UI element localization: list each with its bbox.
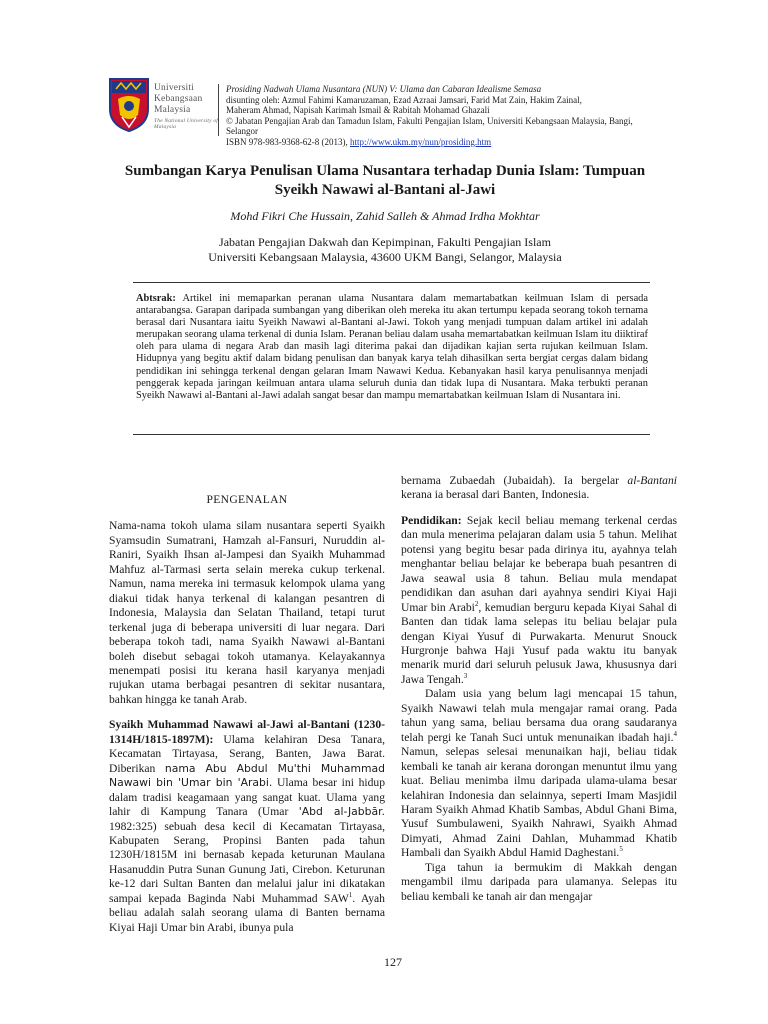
proceedings-link[interactable]: http://www.ukm.my/nun/prosiding.htm [350,136,492,147]
transliterated-name: nama Abu Abdul Mu'thi Muhammad Nawawi bin 'Umar bin 'Arabi. [109,761,385,790]
proceedings-series: Prosiding Nadwah Ulama Nusantara (NUN) V: Ulama dan Cabaran Idealisme Semasa [226,84,542,94]
header-divider [218,84,219,136]
authors: Mohd Fikri Che Hussain, Zahid Salleh & Ahmad Irdha Mokhtar [230,209,540,223]
ukm-crest-icon [108,77,150,133]
isbn-line [226,137,666,148]
footnote-ref[interactable]: 2 [474,599,479,608]
page-number: 127 [384,955,402,969]
abstract-text: Artikel ini memaparkan peranan ulama Nusantara dalam memartabatkan keilmuan Islam di persada antarabangsa. Garapan daripada sumbangan yang diberikan oleh mereka itu akan tertumpu kepada seorang tokoh ternama berasal dari Nusantara iaitu Syeikh Nawawi al-Bantani al-Jawi. Tokoh yang menjadi tumpuan dalam artikel ini adalah merupakan seorang ulama terkenal di dunia Islam. Peranan beliau dalam usaha memartabatkan keilmuan Islam itu diiktiraf oleh para ulama di negara Arab dan masih lagi diterima pakai dan dijadikan kajian serta rujukan keilmuan Islam. Hidupnya yang begitu aktif dalam bidang penulisan dan banyak karya telah dihasilkan serta bergiat cergas dalam bidang pendidikan ini sehingga terkenal dengan gelaran Imam Nawawi Kedua. Kebanyakan hasil karya penulisannya menjadi penggerak kepada jaringan keilmuan antara ulama seluruh dunia dan tidak lupa di Nusantara. Maka terbukti peranan Syeikh Nawawi al-Bantani al-Jawi adalah sangat besar dan mampu memartabatkan keilmuan Islam di Nusantara ini. [136,293,648,401]
biography-lead: Syaikh Muhammad Nawawi al-Jawi al-Bantani (1230-1314H/1815-1897M): [109,718,385,746]
ukm-logo [108,77,218,137]
section-heading: PENGENALAN [206,493,288,506]
abstract-bottom-rule [133,434,650,435]
education-lead: Pendidikan: [401,513,462,527]
affiliation [110,235,660,265]
continued-paragraph: bernama Zubaedah (Jubaidah). Ia bergelar al-Bantani kerana ia berasal dari Banten, Indonesia. [401,474,677,502]
affiliation-line-1: Jabatan Pengajian Dakwah dan Kepimpinan, Fakulti Pengajian Islam [219,235,551,249]
education-paragraph: Pendidikan: Sejak kecil beliau memang terkenal cerdas dan mula menerima pelajaran dalam usia 5 tahun. Melihat potensi yang begitu besar pada dirinya itu, ayahnya telah menghantar beliau belajar ke beberapa buah pesantren di Jawa seawal usia 8 tahun. Beliau mula mendapat pendidikan dan asuhan dari ayahnya sendiri Kiyai Haji Umar bin Arabi$^2$, kemudian berguru kepada Kiyai Sahal di Banten dan tidak lama selepas itu beliau belajar pula dengan Kiyai Yusuf di Purwakarta. Menurut Snouck Hurgronje bahwa Haji Yusuf pada waktu itu banyak menarik murid dari seluruh pelusuk Jawa, khususnya dari Jawa Tengah.$^3$ [401,513,677,686]
copyright-line: © Jabatan Pengajian Arab dan Tamadun Islam, Fakulti Pengajian Islam, Universiti Kebangsaan Malaysia, Bangi, Selangor [226,115,633,137]
footnote-ref[interactable]: 3 [463,672,468,681]
footnote-ref[interactable]: 4 [673,729,677,738]
abstract [136,293,648,402]
intro-paragraph: Nama-nama tokoh ulama silam nusantara seperti Syaikh Syamsudin Sumatrani, Hamzah al-Fansuri, Nuruddin al-Raniri, Syaikh Ihsan al-Jampesi dan Syaikh Muhammad Mahfuz al-Tarmasi serta selain mereka cukup terkenal. Namun, nama mereka ini termasuk kelompok ulama yang diakui tidak hanya terkenal di kalangan pesantren di Indonesia, Malaysia dan Selatan Thailand, tetapi turut terkenal juga di beberapa universiti di luar negara. Dari beberapa tokoh tadi, nama Syaikh Nawawi al-Bantani boleh disebut sebagai tokoh utamanya. Kelayakannya menempati posisi itu kerana hasil karyanya menjadi rujukan utama berbagai pesantren di sekitar nusantara, bahkan hingga ke tanah Arab. [109,519,385,706]
footnote-ref[interactable]: 5 [619,845,623,854]
editors-line-1: disunting oleh: Azmul Fahimi Kamaruzaman, Ezad Azraai Jamsari, Farid Mat Zain, Hakim Zainal, [226,94,582,105]
transliterated-citation: 'Abd al-Jabbār. [298,805,385,819]
left-column [109,493,385,935]
title-line-2: Syeikh Nawawi al-Bantani al-Jawi [274,182,496,198]
makkah-paragraph: Tiga tahun ia bermukim di Makkah dengan mengambil ilmu daripada para ulamanya. Selepas itu beliau kembali ke tanah air dan mengajar [401,860,677,903]
abstract-label: Abtsrak: [136,293,176,304]
footnote-ref[interactable]: 1 [348,890,353,899]
paper-title [110,162,660,200]
affiliation-line-2: Universiti Kebangsaan Malaysia, 43600 UKM Bangi, Selangor, Malaysia [208,250,562,264]
isbn: ISBN 978-983-9368-62-8 (2013), [226,136,348,147]
editors-line-2: Maheram Ahmad, Napisah Karimah Ismail & Rabitah Mohamad Ghazali [226,105,490,116]
title-line-1: Sumbangan Karya Penulisan Ulama Nusantara terhadap Dunia Islam: Tumpuan [124,163,646,179]
hajj-paragraph: Dalam usia yang belum lagi mencapai 15 tahun, Syaikh Nawawi telah mula mengajar ramai orang. Pada tahun yang sama, beliau bersama dua orang saudaranya telah pergi ke Tanah Suci untuk menunaikan ibadah haji.$^4$ Namun, selepas selesai menunaikan haji, beliau tidak kembali ke tanah air kerana dorongan menuntut ilmu yang kuat. Beliau menimba ilmu daripada ulama-ulama besar kelahiran Indonesia dan selainnya, seperti Imam Masjidil Haram Syaikh Ahmad Khatib Sambas, Abdul Ghani Bima, Yusuf Sumbulaweni, Syaikh Nahrawi, Syaikh Ahmad Dimyati, Ahmad Zaini Dahlan, Muhammad Khatib Hambali dan Syaikh Abdul Hamid Daghestani.$^5$ [401,687,677,860]
ukm-wordmark: Universiti Kebangsaan Malaysia The National University of Malaysia [154,83,219,130]
abstract-top-rule [133,282,650,283]
proceedings-header [226,84,666,148]
biography-paragraph: Syaikh Muhammad Nawawi al-Jawi al-Bantani (1230-1314H/1815-1897M): Ulama kelahiran Desa Tanara, Kecamatan Tirtayasa, Serang, Banten, Jawa Barat. Diberikan nama Abu Abdul Mu'thi Muhammad Nawawi bin 'Umar bin 'Arabi. Ulama besar ini hidup dalam tradisi keagamaan yang sangat kuat. Ulama yang lahir di Kampung Tanara (Umar 'Abd al-Jabbār. 1982:325) sebuah desa kecil di Kecamatan Tirtayasa, Kabupaten Serang, Propinsi Banten pada tahun 1230H/1815M ini bernasab kepada keturunan Maulana Hasanuddin Putra Sunan Gunung Jati, Cirebon. Keturunan ke-12 dari Sultan Banten dan melalui jalur ini dikatakan sampai kepada Baginda Nabi Muhammad SAW$^1$. Ayah beliau adalah salah seorang ulama di Banten bernama Kiyai Haji Umar bin Arabi, ibunya pula [109,718,385,934]
right-column [401,474,677,904]
